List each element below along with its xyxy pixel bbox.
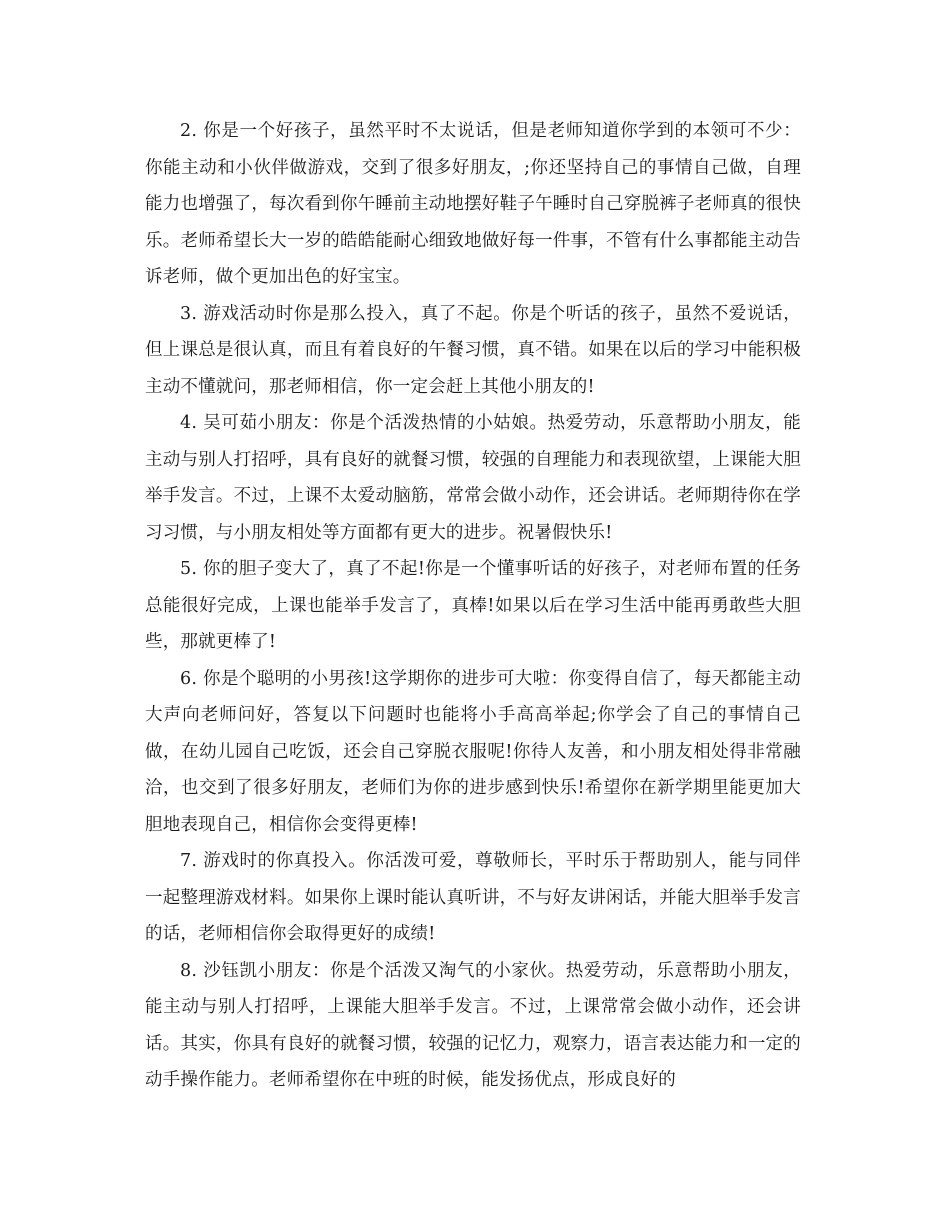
comment-paragraph-3: 3. 游戏活动时你是那么投入，真了不起。你是个听话的孩子，虽然不爱说话，但上课总是很认真，而且有着良好的午餐习惯，真不错。如果在以后的学习中能积极主动不懂就问，那老师相信，你一定会赶上其他小朋友的! [145,303,801,397]
comment-paragraph-4: 4. 吴可茹小朋友：你是个活泼热情的小姑娘。热爱劳动，乐意帮助小朋友，能主动与别人打招呼，具有良好的就餐习惯，较强的自理能力和表现欲望，上课能大胆举手发言。不过，上课不太爱动脑筋，常常会做小动作，还会讲话。老师期待你在学习习惯，与小朋友相处等方面都有更大的进步。祝暑假快乐! [145,413,801,543]
comment-paragraph-2: 2. 你是一个好孩子，虽然平时不太说话，但是老师知道你学到的本领可不少：你能主动和小伙伴做游戏，交到了很多好朋友，;你还坚持自己的事情自己做，自理能力也增强了，每次看到你午睡前主动地摆好鞋子午睡时自己穿脱裤子老师真的很快乐。老师希望长大一岁的皓皓能耐心细致地做好每一件事，不管有什么事都能主动告诉老师，做个更加出色的好宝宝。 [145,121,801,287]
comment-paragraph-6: 6. 你是个聪明的小男孩!这学期你的进步可大啦：你变得自信了，每天都能主动大声向老师问好，答复以下问题时也能将小手高高举起;你学会了自己的事情自己做，在幼儿园自己吃饭，还会自己穿脱衣服呢!你待人友善，和小朋友相处得非常融洽，也交到了很多好朋友，老师们为你的进步感到快乐!希望你在新学期里能更加大胆地表现自己，相信你会变得更棒! [145,668,801,835]
comment-paragraph-7: 7. 游戏时的你真投入。你活泼可爱，尊敬师长，平时乐于帮助别人，能与同伴一起整理游戏材料。如果你上课时能认真听讲，不与好友讲闲话，并能大胆举手发言的话，老师相信你会取得更好的成绩! [145,851,801,944]
document-body [145,113,801,1099]
comment-paragraph-8: 8. 沙钰凯小朋友：你是个活泼又淘气的小家伙。热爱劳动，乐意帮助小朋友，能主动与别人打招呼，上课能大胆举手发言。不过，上课常常会做小动作，还会讲话。其实，你具有良好的就餐习惯，较强的记忆力，观察力，语言表达能力和一定的动手操作能力。老师希望你在中班的时候，能发扬优点，形成良好的 [145,960,801,1090]
comment-paragraph-5: 5. 你的胆子变大了，真了不起!你是一个懂事听话的好孩子，对老师布置的任务总能很好完成，上课也能举手发言了，真棒!如果以后在学习生活中能再勇敢些大胆些，那就更棒了! [145,559,801,652]
